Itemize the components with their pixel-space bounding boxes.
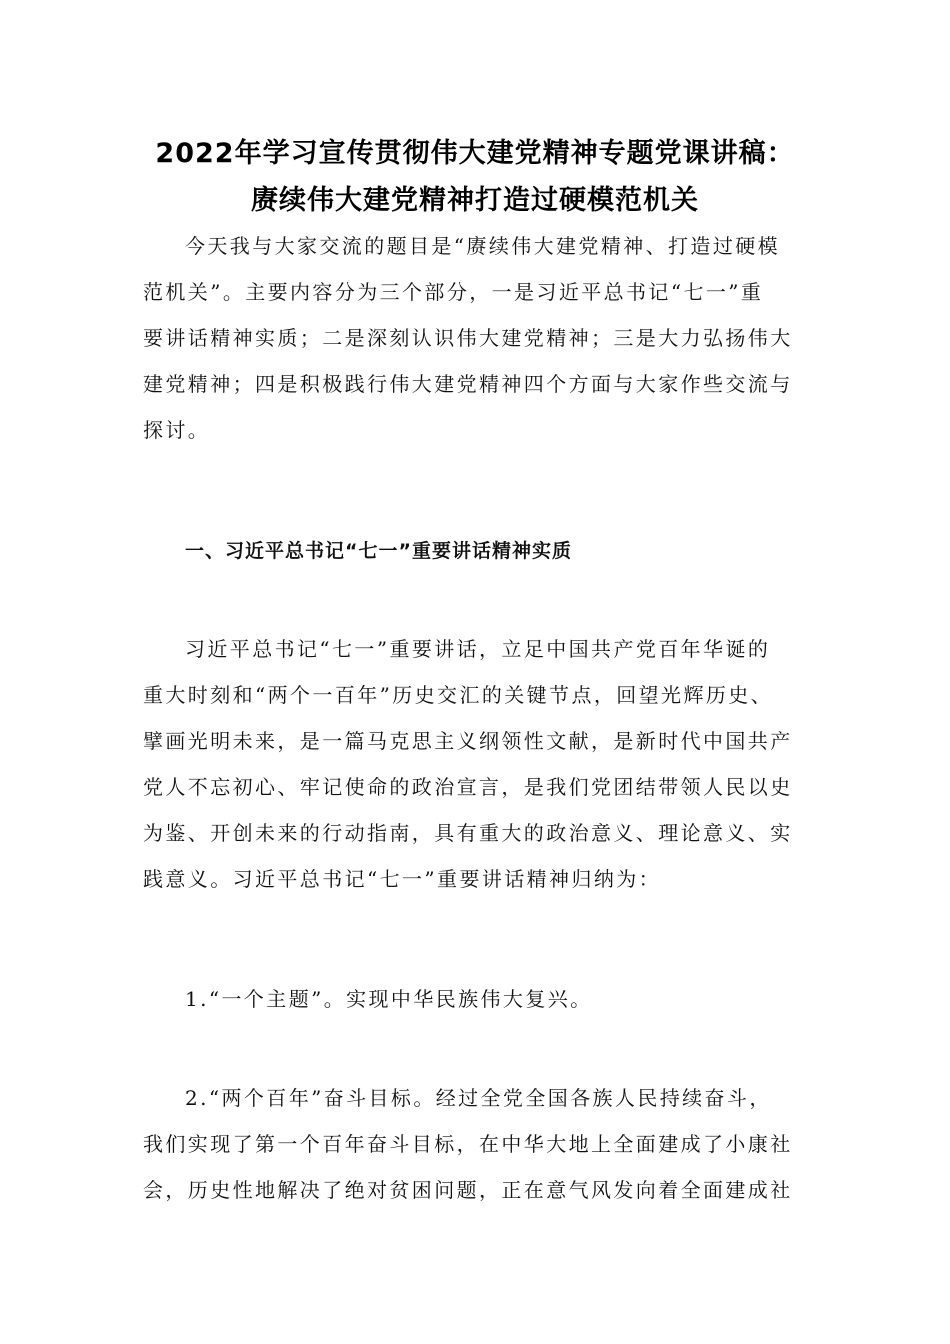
paragraph-line: 践意义。习近平总书记“七一”重要讲话精神归纳为： <box>143 867 662 891</box>
intro-paragraph <box>143 223 808 453</box>
paragraph-line: 要讲话精神实质；二是深刻认识伟大建党精神；三是大力弘扬伟大 <box>143 326 793 350</box>
document-title-line-2: 赓续伟大建党精神打造过硬模范机关 <box>251 185 699 216</box>
paragraph-line: 建党精神；四是积极践行伟大建党精神四个方面与大家作些交流与 <box>143 372 793 396</box>
paragraph-line: 会，历史性地解决了绝对贫困问题，正在意气风发向着全面建成社 <box>143 1178 793 1202</box>
paragraph-line: 探讨。 <box>143 418 211 442</box>
paragraph-line: 习近平总书记“七一”重要讲话，立足中国共产党百年华诞的 <box>185 637 771 661</box>
paragraph-line: 1.“一个主题”。实现中华民族伟大复兴。 <box>185 987 593 1011</box>
paragraph-line: 擘画光明未来，是一篇马克思主义纲领性文献，是新时代中国共产 <box>143 729 793 753</box>
document-title-line-1: 2022年学习宣传贯彻伟大建党精神专题党课讲稿： <box>155 138 795 169</box>
paragraph-line: 2.“两个百年”奋斗目标。经过全党全国各族人民持续奋斗， <box>185 1086 772 1110</box>
paragraph-line: 党人不忘初心、牢记使命的政治宣言，是我们党团结带领人民以史 <box>143 775 793 799</box>
paragraph-line: 我们实现了第一个百年奋斗目标，在中华大地上全面建成了小康社 <box>143 1132 793 1156</box>
list-item-2 <box>143 1075 808 1213</box>
paragraph-line: 今天我与大家交流的题目是“赓续伟大建党精神、打造过硬模 <box>185 234 781 258</box>
paragraph-line: 为鉴、开创未来的行动指南，具有重大的政治意义、理论意义、实 <box>143 821 793 845</box>
paragraph-line: 重大时刻和“两个一百年”历史交汇的关键节点，回望光辉历史、 <box>143 683 774 707</box>
paragraph-line: 范机关”。主要内容分为三个部分，一是习近平总书记“七一”重 <box>143 280 764 304</box>
section-1-paragraph <box>143 626 808 902</box>
section-heading-1: 一、习近平总书记“七一”重要讲话精神实质 <box>185 540 572 562</box>
list-item-1 <box>143 976 808 1022</box>
